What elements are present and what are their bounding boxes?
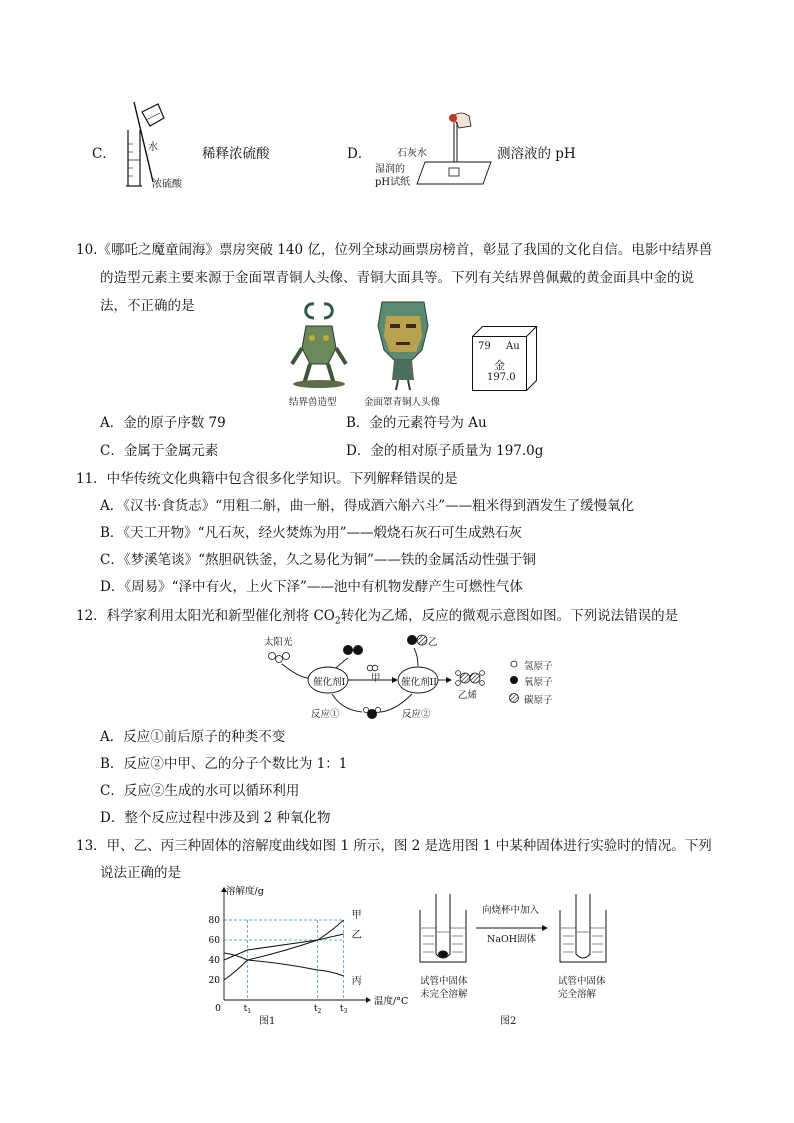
q10-stem-line-2: 的造型元素主要来源于金面罩青铜人头像、青铜大面具等。下列有关结界兽佩戴的黄金面具中金的说 [100, 270, 694, 286]
jia-label: 甲 [371, 673, 381, 684]
q12-option-c: C．反应②生成的水可以循环利用 [100, 783, 300, 799]
gold-name: 金 [494, 359, 505, 372]
q13-stem-line-1: 13．甲、乙、丙三种固体的溶解度曲线如图 1 所示，图 2 是选用图 1 中某种固体进行实验时的情况。下列 [76, 838, 712, 854]
y-tick-label: 60 [208, 936, 220, 946]
gold-mask-bronze-head-figure [372, 296, 434, 392]
q12-option-a: A．反应①前后原子的种类不变 [100, 729, 286, 745]
y-tick-label: 20 [208, 976, 220, 986]
reaction-2-label: 反应② [402, 709, 431, 720]
q11-option-b: B．《天工开物》“凡石灰，经火焚炼为用”——煅烧石灰石可生成熟石灰 [100, 525, 522, 541]
series-label: 乙 [351, 930, 362, 941]
q11-option-d: D．《周易》“泽中有火，上火下泽”——池中有机物发酵产生可燃性气体 [100, 579, 523, 595]
gold-symbol: Au [506, 341, 520, 352]
q12-stem-part-b: 转化为乙烯，反应的微观示意图如图。下列说法错误的是 [340, 608, 679, 624]
x-axis-arrow [366, 997, 371, 1003]
q10-stem-line-1: 10.《哪吒之魔童闹海》票房突破 140 亿，位列全球动画票房榜首，彰显了我国的文化自信。电影中结界兽 [76, 242, 713, 258]
q11-option-c: C．《梦溪笔谈》“熬胆矾铁釜，久之易化为铜”——铁的金属活动性强于铜 [100, 552, 536, 568]
q9-d-caption: 测溶液的 pH [497, 146, 576, 162]
series-label: 丙 [351, 976, 362, 987]
figure-1-caption: 图1 [259, 1016, 276, 1027]
x-tick-label: 0 [215, 1004, 221, 1014]
q9-d-paper-label-1: 湿润的 [375, 164, 405, 175]
x-tick-label: $t_3$ [339, 1004, 348, 1015]
q9-c-letter: C． [92, 146, 116, 162]
legend-oxygen: 氧原子 [524, 677, 553, 688]
series-label: 甲 [351, 910, 362, 921]
q11-option-a: A．《汉书·食货志》“用粗二斛，曲一斛，得成酒六斛六斗”——粗米得到酒发生了缓慢氧化 [100, 498, 635, 514]
right-tube-caption-2: 完全溶解 [558, 989, 597, 1000]
x-tick-label: $t_1$ [243, 1004, 252, 1015]
q12-stem-subscript: 2 [334, 616, 341, 627]
q13-stem-line-2: 说法正确的是 [100, 865, 181, 881]
catalyst-2-label: 催化剂II [401, 677, 438, 688]
q9-option-c [90, 100, 340, 195]
y-tick-label: 40 [208, 956, 220, 966]
gold-mask-caption: 金面罩青铜人头像 [364, 397, 441, 408]
gold-atomic-mass: 197.0 [487, 372, 516, 383]
left-tube-caption-2: 未完全溶解 [420, 989, 468, 1000]
q9-c-caption: 稀释浓硫酸 [202, 146, 270, 162]
q9-option-d [345, 100, 605, 195]
gold-atomic-number: 79 [478, 341, 491, 352]
legend-carbon: 碳原子 [524, 695, 553, 706]
left-tube-caption-1: 试管中固体 [420, 976, 468, 987]
q10-option-d: D．金的相对原子质量为 197.0g [346, 443, 544, 459]
q10-option-b: B．金的元素符号为 Au [346, 415, 487, 431]
arrow-top-label: 向烧杯中加入 [482, 905, 540, 916]
sunlight-label: 太阳光 [264, 637, 293, 648]
y-axis-title: 溶解度/g [226, 886, 264, 897]
guardian-beast-figure [284, 298, 354, 390]
right-tube-caption-1: 试管中固体 [558, 976, 606, 987]
q10-stem-line-3: 法，不正确的是 [100, 298, 195, 314]
solubility-chart [200, 884, 409, 1015]
q12-stem [76, 606, 678, 632]
q12-option-d: D．整个反应过程中涉及到 2 种氧化物 [100, 810, 331, 826]
guardian-beast-caption: 结界兽造型 [289, 397, 337, 408]
q10-option-c: C．金属于金属元素 [100, 443, 219, 459]
x-axis-title: 温度/°C [374, 996, 409, 1007]
q11-stem: 11．中华传统文化典籍中包含很多化学知识。下列解释错误的是 [76, 471, 458, 487]
series-line [224, 953, 344, 976]
reaction-1-label: 反应① [311, 709, 340, 720]
series-line [224, 934, 344, 960]
q12-stem-part-a: 12．科学家利用太阳光和新型催化剂将 CO [76, 608, 335, 624]
x-tick-label: $t_2$ [313, 1004, 322, 1015]
figure-2-caption: 图2 [500, 1016, 517, 1027]
q9-d-letter: D． [347, 146, 372, 162]
q9-c-acid-label: 浓硫酸 [152, 179, 182, 190]
ethylene-label: 乙烯 [458, 690, 478, 701]
q9-c-water-label: 水 [148, 142, 158, 153]
arrow-bottom-label: NaOH固体 [487, 934, 537, 945]
q9-d-paper-label-2: pH试纸 [375, 177, 411, 188]
q10-option-a: A．金的原子序数 79 [100, 415, 226, 431]
catalyst-1-label: 催化剂I [313, 677, 346, 688]
y-tick-label: 80 [208, 916, 220, 926]
yi-label: 乙 [428, 637, 438, 648]
q12-option-b: B．反应②中甲、乙的分子个数比为 1：1 [100, 756, 348, 772]
legend-hydrogen: 氢原子 [524, 661, 553, 672]
q9-d-limewater-label: 石灰水 [397, 148, 427, 159]
